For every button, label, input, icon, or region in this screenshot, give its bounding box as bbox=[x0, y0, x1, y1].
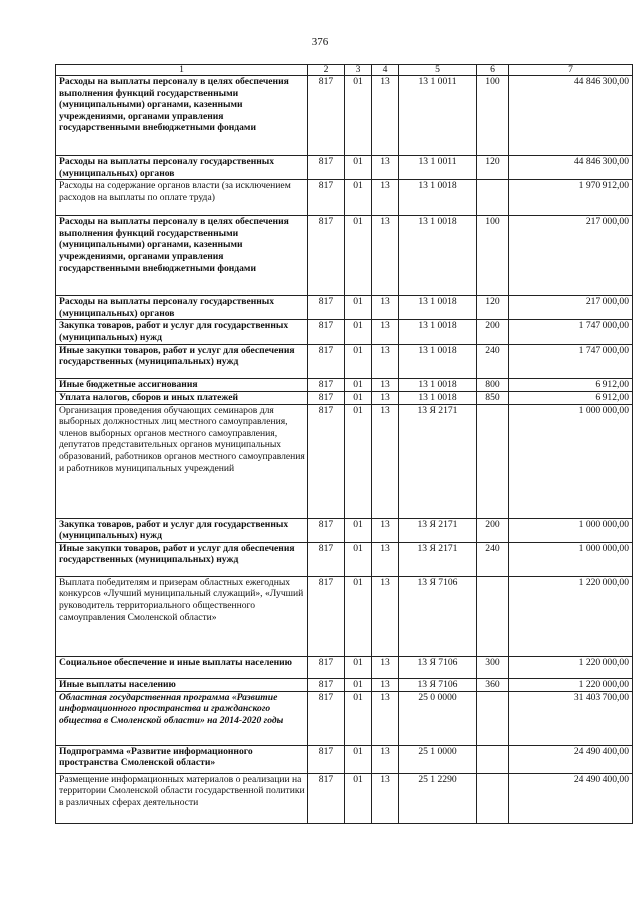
row-amount-cell: 1 747 000,00 bbox=[509, 344, 633, 378]
table-row bbox=[56, 378, 633, 391]
row-code-cell: 817 bbox=[308, 156, 345, 180]
row-target-article-cell: 13 Я 7106 bbox=[399, 656, 477, 678]
row-section-cell: 01 bbox=[345, 518, 372, 542]
row-expense-type-cell: 240 bbox=[477, 542, 509, 576]
row-code-cell: 817 bbox=[308, 344, 345, 378]
row-name-cell: Закупка товаров, работ и услуг для государственных (муниципальных) нужд bbox=[56, 518, 308, 542]
row-section-cell: 01 bbox=[345, 180, 372, 216]
row-section-cell: 01 bbox=[345, 391, 372, 404]
table-row bbox=[56, 745, 633, 773]
row-section-cell: 01 bbox=[345, 216, 372, 296]
row-code-cell: 817 bbox=[308, 656, 345, 678]
row-code-cell: 817 bbox=[308, 518, 345, 542]
row-expense-type-cell: 300 bbox=[477, 656, 509, 678]
row-target-article-cell: 13 1 0011 bbox=[399, 76, 477, 156]
row-expense-type-cell: 200 bbox=[477, 518, 509, 542]
row-target-article-cell: 13 Я 2171 bbox=[399, 542, 477, 576]
row-target-article-cell: 13 1 0011 bbox=[399, 156, 477, 180]
row-code-cell: 817 bbox=[308, 180, 345, 216]
row-expense-type-cell bbox=[477, 773, 509, 823]
row-amount-cell: 6 912,00 bbox=[509, 378, 633, 391]
row-name-cell: Организация проведения обучающих семинаров для выборных должностных лиц местного самоуправления, членов выборных органов местного самоуправления, депутатов представительных органов муниципальных образований, работников органов местного самоуправления и работников муниципальных учреждений bbox=[56, 404, 308, 518]
row-subsection-cell: 13 bbox=[372, 296, 399, 320]
row-expense-type-cell: 240 bbox=[477, 344, 509, 378]
row-expense-type-cell: 360 bbox=[477, 678, 509, 691]
row-amount-cell: 217 000,00 bbox=[509, 216, 633, 296]
row-expense-type-cell bbox=[477, 180, 509, 216]
table-row bbox=[56, 180, 633, 216]
row-amount-cell: 24 490 400,00 bbox=[509, 773, 633, 823]
row-code-cell: 817 bbox=[308, 576, 345, 656]
row-subsection-cell: 13 bbox=[372, 773, 399, 823]
row-name-cell: Расходы на выплаты персоналу в целях обеспечения выполнения функций государственными (муниципальными) органами, казенными учреждениями, органами управления государственными внебюджетными фондами bbox=[56, 76, 308, 156]
row-code-cell: 817 bbox=[308, 678, 345, 691]
row-section-cell: 01 bbox=[345, 378, 372, 391]
row-subsection-cell: 13 bbox=[372, 76, 399, 156]
row-target-article-cell: 13 Я 7106 bbox=[399, 576, 477, 656]
row-subsection-cell: 13 bbox=[372, 691, 399, 745]
row-expense-type-cell bbox=[477, 404, 509, 518]
row-subsection-cell: 13 bbox=[372, 656, 399, 678]
row-code-cell: 817 bbox=[308, 773, 345, 823]
row-code-cell: 817 bbox=[308, 320, 345, 344]
row-name-cell: Иные выплаты населению bbox=[56, 678, 308, 691]
row-code-cell: 817 bbox=[308, 542, 345, 576]
table-row bbox=[56, 320, 633, 344]
table-row bbox=[56, 518, 633, 542]
row-target-article-cell: 25 1 2290 bbox=[399, 773, 477, 823]
row-section-cell: 01 bbox=[345, 320, 372, 344]
row-section-cell: 01 bbox=[345, 156, 372, 180]
row-amount-cell: 31 403 700,00 bbox=[509, 691, 633, 745]
row-name-cell: Размещение информационных материалов о реализации на территории Смоленской области государственной политики в различных сферах деятельности bbox=[56, 773, 308, 823]
row-target-article-cell: 13 1 0018 bbox=[399, 391, 477, 404]
row-code-cell: 817 bbox=[308, 76, 345, 156]
row-section-cell: 01 bbox=[345, 576, 372, 656]
row-section-cell: 01 bbox=[345, 773, 372, 823]
row-target-article-cell: 25 1 0000 bbox=[399, 745, 477, 773]
row-name-cell: Выплата победителям и призерам областных ежегодных конкурсов «Лучший муниципальный служащий», «Лучший руководитель территориального общественного самоуправления Смоленской области» bbox=[56, 576, 308, 656]
row-name-cell: Иные бюджетные ассигнования bbox=[56, 378, 308, 391]
row-subsection-cell: 13 bbox=[372, 378, 399, 391]
row-amount-cell: 1 000 000,00 bbox=[509, 404, 633, 518]
row-code-cell: 817 bbox=[308, 745, 345, 773]
row-subsection-cell: 13 bbox=[372, 391, 399, 404]
row-target-article-cell: 13 1 0018 bbox=[399, 320, 477, 344]
page-number: 376 bbox=[311, 36, 329, 48]
col-header-6: 6 bbox=[477, 65, 509, 76]
row-name-cell: Расходы на выплаты персоналу государственных (муниципальных) органов bbox=[56, 296, 308, 320]
row-subsection-cell: 13 bbox=[372, 344, 399, 378]
row-target-article-cell: 13 1 0018 bbox=[399, 378, 477, 391]
row-subsection-cell: 13 bbox=[372, 156, 399, 180]
row-amount-cell: 1 000 000,00 bbox=[509, 518, 633, 542]
row-expense-type-cell bbox=[477, 576, 509, 656]
row-subsection-cell: 13 bbox=[372, 404, 399, 518]
row-target-article-cell: 13 1 0018 bbox=[399, 296, 477, 320]
row-amount-cell: 1 220 000,00 bbox=[509, 576, 633, 656]
table-row bbox=[56, 691, 633, 745]
row-amount-cell: 6 912,00 bbox=[509, 391, 633, 404]
row-expense-type-cell: 120 bbox=[477, 156, 509, 180]
row-subsection-cell: 13 bbox=[372, 518, 399, 542]
row-section-cell: 01 bbox=[345, 678, 372, 691]
row-amount-cell: 1 747 000,00 bbox=[509, 320, 633, 344]
row-name-cell: Областная государственная программа «Развитие информационного пространства и гражданского общества в Смоленской области» на 2014-2020 годы bbox=[56, 691, 308, 745]
col-header-3: 3 bbox=[345, 65, 372, 76]
row-expense-type-cell bbox=[477, 691, 509, 745]
header-row bbox=[56, 65, 633, 76]
row-name-cell: Расходы на содержание органов власти (за исключением расходов на выплаты по оплате труда) bbox=[56, 180, 308, 216]
row-amount-cell: 44 846 300,00 bbox=[509, 156, 633, 180]
table-row bbox=[56, 391, 633, 404]
row-expense-type-cell: 850 bbox=[477, 391, 509, 404]
row-section-cell: 01 bbox=[345, 691, 372, 745]
row-section-cell: 01 bbox=[345, 656, 372, 678]
row-subsection-cell: 13 bbox=[372, 320, 399, 344]
row-name-cell: Расходы на выплаты персоналу государственных (муниципальных) органов bbox=[56, 156, 308, 180]
table-row bbox=[56, 156, 633, 180]
row-target-article-cell: 13 1 0018 bbox=[399, 344, 477, 378]
row-code-cell: 817 bbox=[308, 691, 345, 745]
row-section-cell: 01 bbox=[345, 745, 372, 773]
row-target-article-cell: 13 Я 2171 bbox=[399, 404, 477, 518]
row-name-cell: Подпрограмма «Развитие информационного пространства Смоленской области» bbox=[56, 745, 308, 773]
row-subsection-cell: 13 bbox=[372, 216, 399, 296]
table-row bbox=[56, 216, 633, 296]
table-row bbox=[56, 404, 633, 518]
row-target-article-cell: 25 0 0000 bbox=[399, 691, 477, 745]
row-amount-cell: 1 220 000,00 bbox=[509, 656, 633, 678]
table-row bbox=[56, 656, 633, 678]
row-section-cell: 01 bbox=[345, 542, 372, 576]
row-expense-type-cell: 100 bbox=[477, 76, 509, 156]
row-target-article-cell: 13 1 0018 bbox=[399, 216, 477, 296]
col-header-4: 4 bbox=[372, 65, 399, 76]
row-expense-type-cell: 120 bbox=[477, 296, 509, 320]
budget-table bbox=[55, 64, 633, 824]
row-subsection-cell: 13 bbox=[372, 180, 399, 216]
row-expense-type-cell bbox=[477, 745, 509, 773]
row-section-cell: 01 bbox=[345, 76, 372, 156]
row-target-article-cell: 13 Я 2171 bbox=[399, 518, 477, 542]
row-target-article-cell: 13 Я 7106 bbox=[399, 678, 477, 691]
row-subsection-cell: 13 bbox=[372, 542, 399, 576]
col-header-5: 5 bbox=[399, 65, 477, 76]
row-subsection-cell: 13 bbox=[372, 576, 399, 656]
row-section-cell: 01 bbox=[345, 344, 372, 378]
row-expense-type-cell: 200 bbox=[477, 320, 509, 344]
row-code-cell: 817 bbox=[308, 296, 345, 320]
col-header-7: 7 bbox=[509, 65, 633, 76]
table-row bbox=[56, 344, 633, 378]
table-row bbox=[56, 576, 633, 656]
row-amount-cell: 217 000,00 bbox=[509, 296, 633, 320]
row-code-cell: 817 bbox=[308, 404, 345, 518]
row-expense-type-cell: 100 bbox=[477, 216, 509, 296]
row-subsection-cell: 13 bbox=[372, 745, 399, 773]
row-amount-cell: 1 220 000,00 bbox=[509, 678, 633, 691]
row-amount-cell: 1 000 000,00 bbox=[509, 542, 633, 576]
row-name-cell: Расходы на выплаты персоналу в целях обеспечения выполнения функций государственными (муниципальными) органами, казенными учреждениями, органами управления государственными внебюджетными фондами bbox=[56, 216, 308, 296]
row-name-cell: Уплата налогов, сборов и иных платежей bbox=[56, 391, 308, 404]
row-code-cell: 817 bbox=[308, 216, 345, 296]
row-amount-cell: 1 970 912,00 bbox=[509, 180, 633, 216]
row-name-cell: Социальное обеспечение и иные выплаты населению bbox=[56, 656, 308, 678]
table-row bbox=[56, 296, 633, 320]
row-section-cell: 01 bbox=[345, 296, 372, 320]
row-subsection-cell: 13 bbox=[372, 678, 399, 691]
row-code-cell: 817 bbox=[308, 378, 345, 391]
row-name-cell: Иные закупки товаров, работ и услуг для обеспечения государственных (муниципальных) нужд bbox=[56, 344, 308, 378]
table-row bbox=[56, 773, 633, 823]
row-section-cell: 01 bbox=[345, 404, 372, 518]
row-name-cell: Иные закупки товаров, работ и услуг для обеспечения государственных (муниципальных) нужд bbox=[56, 542, 308, 576]
table-row bbox=[56, 542, 633, 576]
table-row bbox=[56, 76, 633, 156]
row-target-article-cell: 13 1 0018 bbox=[399, 180, 477, 216]
row-code-cell: 817 bbox=[308, 391, 345, 404]
table-row bbox=[56, 678, 633, 691]
col-header-2: 2 bbox=[308, 65, 345, 76]
row-expense-type-cell: 800 bbox=[477, 378, 509, 391]
row-amount-cell: 44 846 300,00 bbox=[509, 76, 633, 156]
row-amount-cell: 24 490 400,00 bbox=[509, 745, 633, 773]
row-name-cell: Закупка товаров, работ и услуг для государственных (муниципальных) нужд bbox=[56, 320, 308, 344]
col-header-1: 1 bbox=[56, 65, 308, 76]
